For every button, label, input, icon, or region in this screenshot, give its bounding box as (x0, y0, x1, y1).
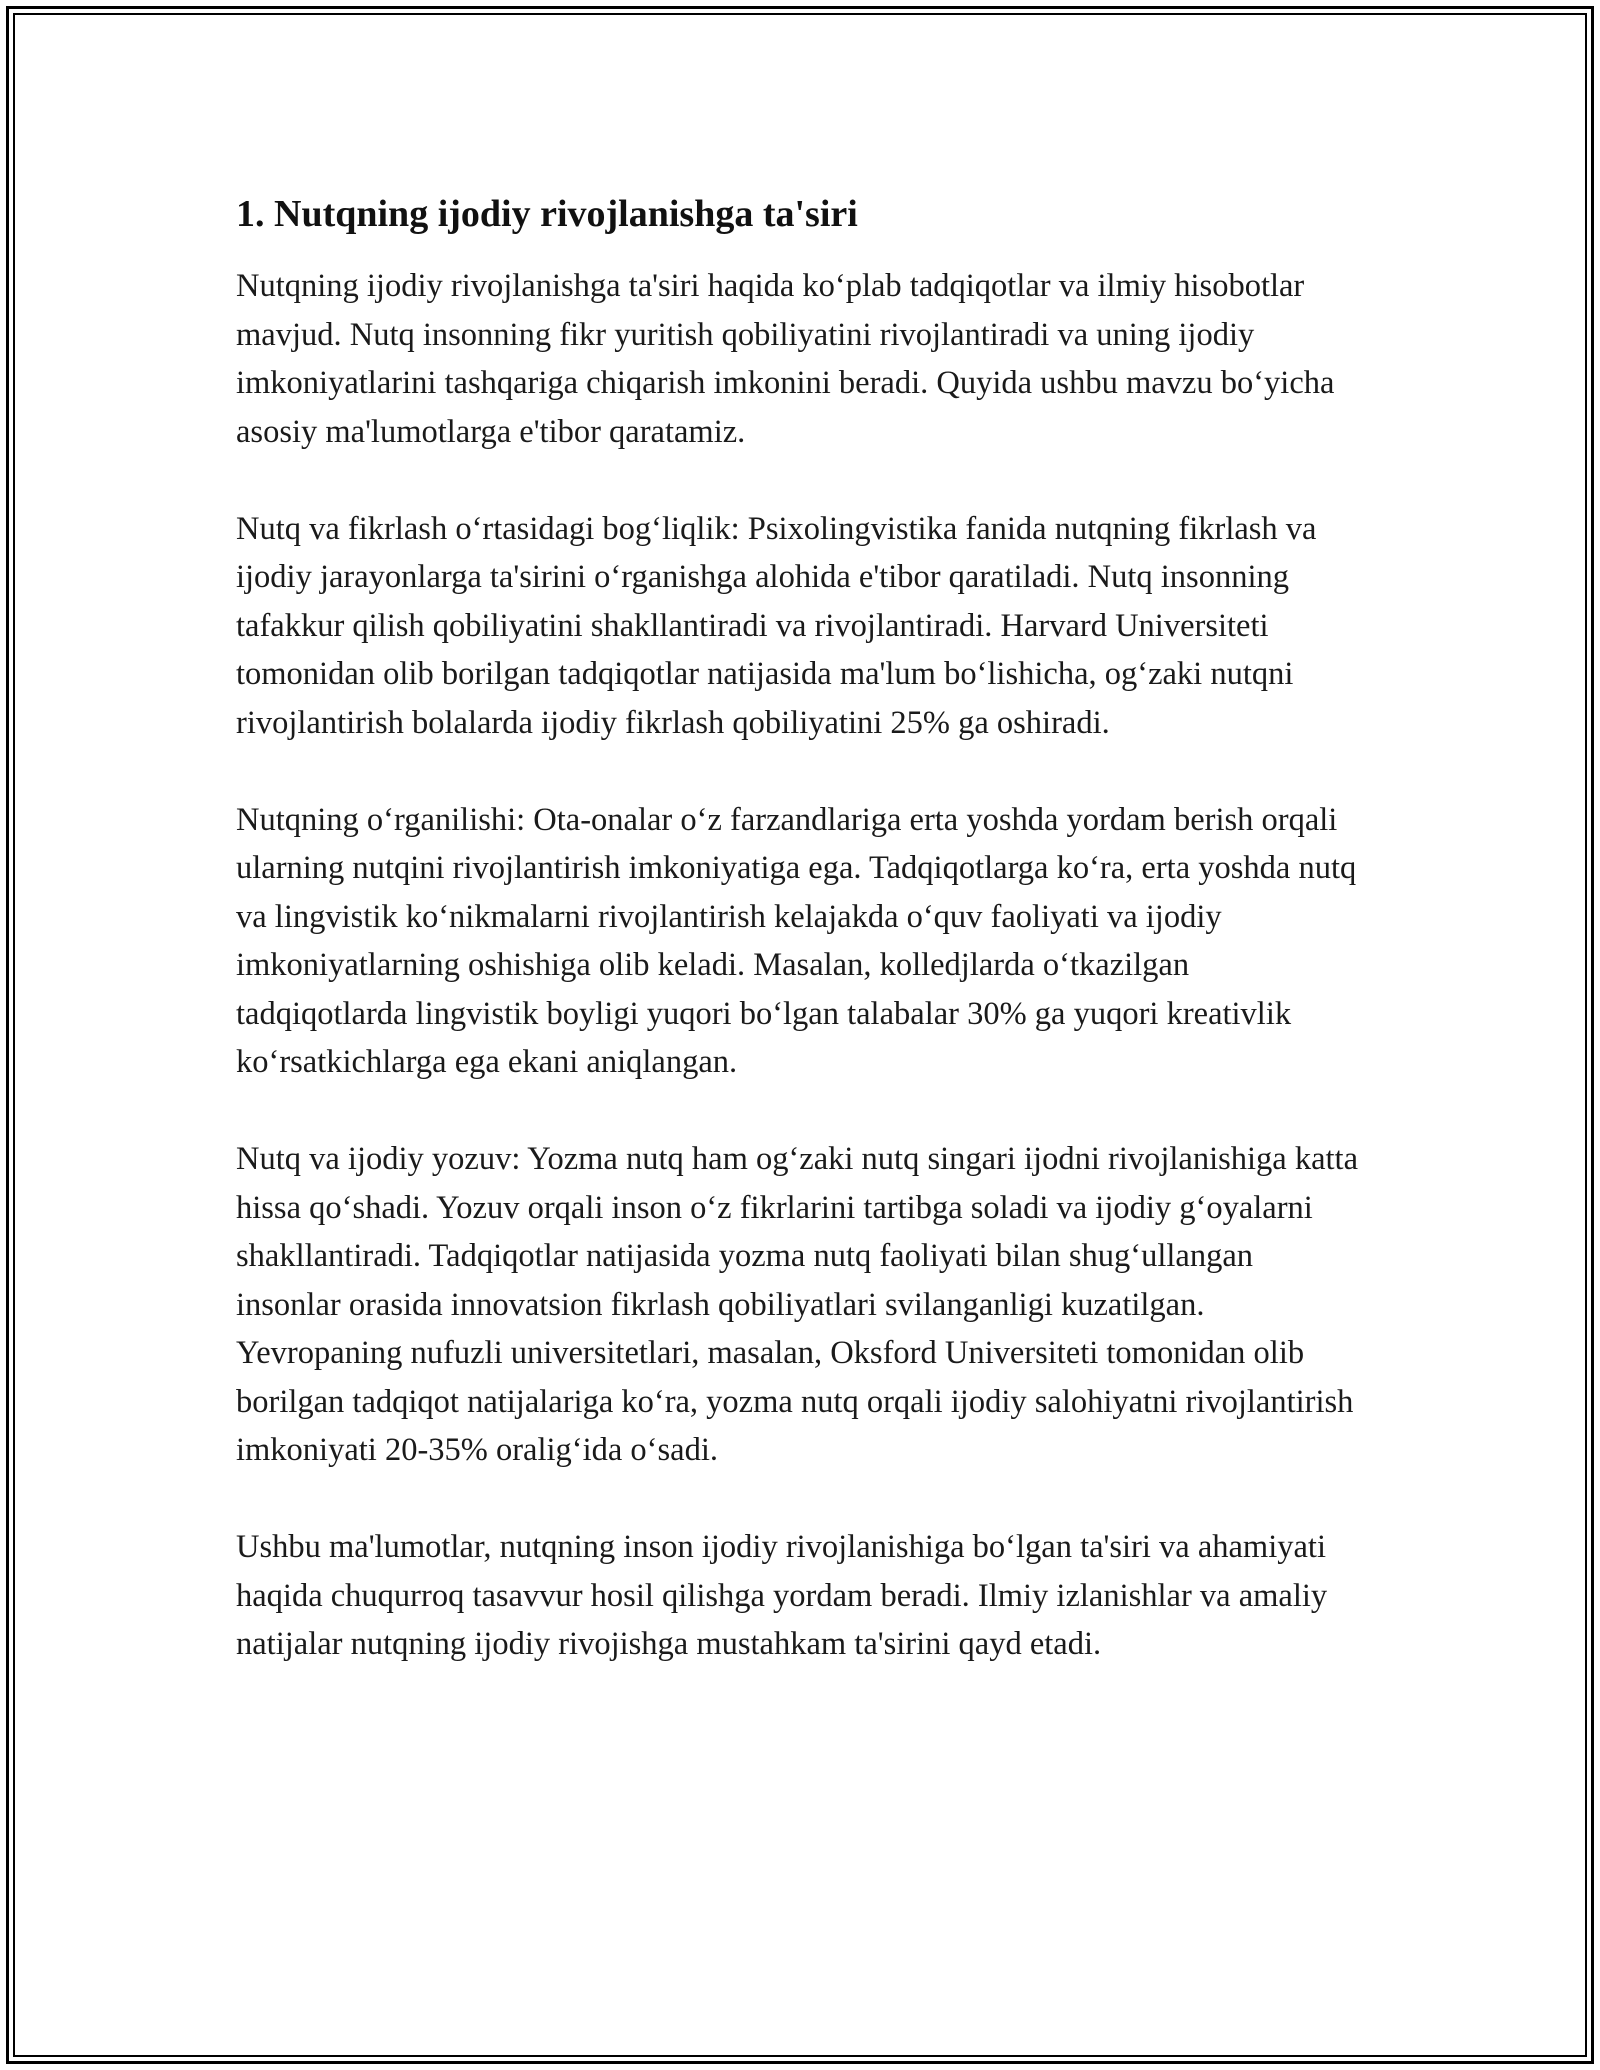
paragraph-intro: Nutqning ijodiy rivojlanishga ta'siri haqida koʻplab tadqiqotlar va ilmiy hisobotlar mavjud. Nutq insonning fikr yuritish qobiliyatini rivojlantiradi va uning ijodiy imkoniyatlarini tashqariga chiqarish imkonini beradi. Quyida ushbu mavzu boʻyicha asosiy ma'lumotlarga e'tibor qaratamiz. (236, 268, 1335, 450)
document-body (236, 188, 1364, 1717)
paragraph-conclusion: Ushbu ma'lumotlar, nutqning inson ijodiy rivojlanishiga boʻlgan ta'siri va ahamiyati haqida chuqurroq tasavvur hosil qilishga yordam beradi. Ilmiy izlanishlar va amaliy natijalar nutqning ijodiy rivojishga mustahkam ta'sirini qayd etadi. (236, 1529, 1328, 1662)
paragraph-speech-and-thinking: Nutq va fikrlash oʻrtasidagi bogʻliqlik: Psixolingvistika fanida nutqning fikrlash va ijodiy jarayonlarga ta'sirini oʻrganishga alohida e'tibor qaratiladi. Nutq insonning tafakkur qilish qobiliyatini shakllantiradi va rivojlantiradi. Harvard Universiteti tomonidan olib borilgan tadqiqotlar natijasida ma'lum boʻlishicha, ogʻzaki nutqni rivojlantirish bolalarda ijodiy fikrlash qobiliyatini 25% ga oshiradi. (236, 510, 1317, 741)
paragraph-speech-learning: Nutqning oʻrganilishi: Ota-onalar oʻz farzandlariga erta yoshda yordam berish orqali ularning nutqini rivojlantirish imkoniyatiga ega. Tadqiqotlarga koʻra, erta yoshda nutq va lingvistik koʻnikmalarni rivojlantirish kelajakda oʻquv faoliyati va ijodiy imkoniyatlarning oshishiga olib keladi. Masalan, kolledjlarda oʻtkazilgan tadqiqotlarda lingvistik boyligi yuqori boʻlgan talabalar 30% ga yuqori kreativlik koʻrsatkichlarga ega ekani aniqlangan. (236, 801, 1357, 1080)
section-heading: 1. Nutqning ijodiy rivojlanishga ta'siri (236, 193, 858, 235)
paragraph-creative-writing: Nutq va ijodiy yozuv: Yozma nutq ham ogʻzaki nutq singari ijodni rivojlanishiga katta hissa qoʻshadi. Yozuv orqali inson oʻz fikrlarini tartibga soladi va ijodiy gʻoyalarni shakllantiradi. Tadqiqotlar natijasida yozma nutq faoliyati bilan shugʻullangan insonlar orasida innovatsion fikrlash qobiliyatlari svilanganligi kuzatilgan. Yevropaning nufuzli universitetlari, masalan, Oksford Universiteti tomonidan olib borilgan tadqiqot natijalariga koʻra, yozma nutq orqali ijodiy salohiyatni rivojlantirish imkoniyati 20-35% oraligʻida oʻsadi. (236, 1141, 1358, 1468)
